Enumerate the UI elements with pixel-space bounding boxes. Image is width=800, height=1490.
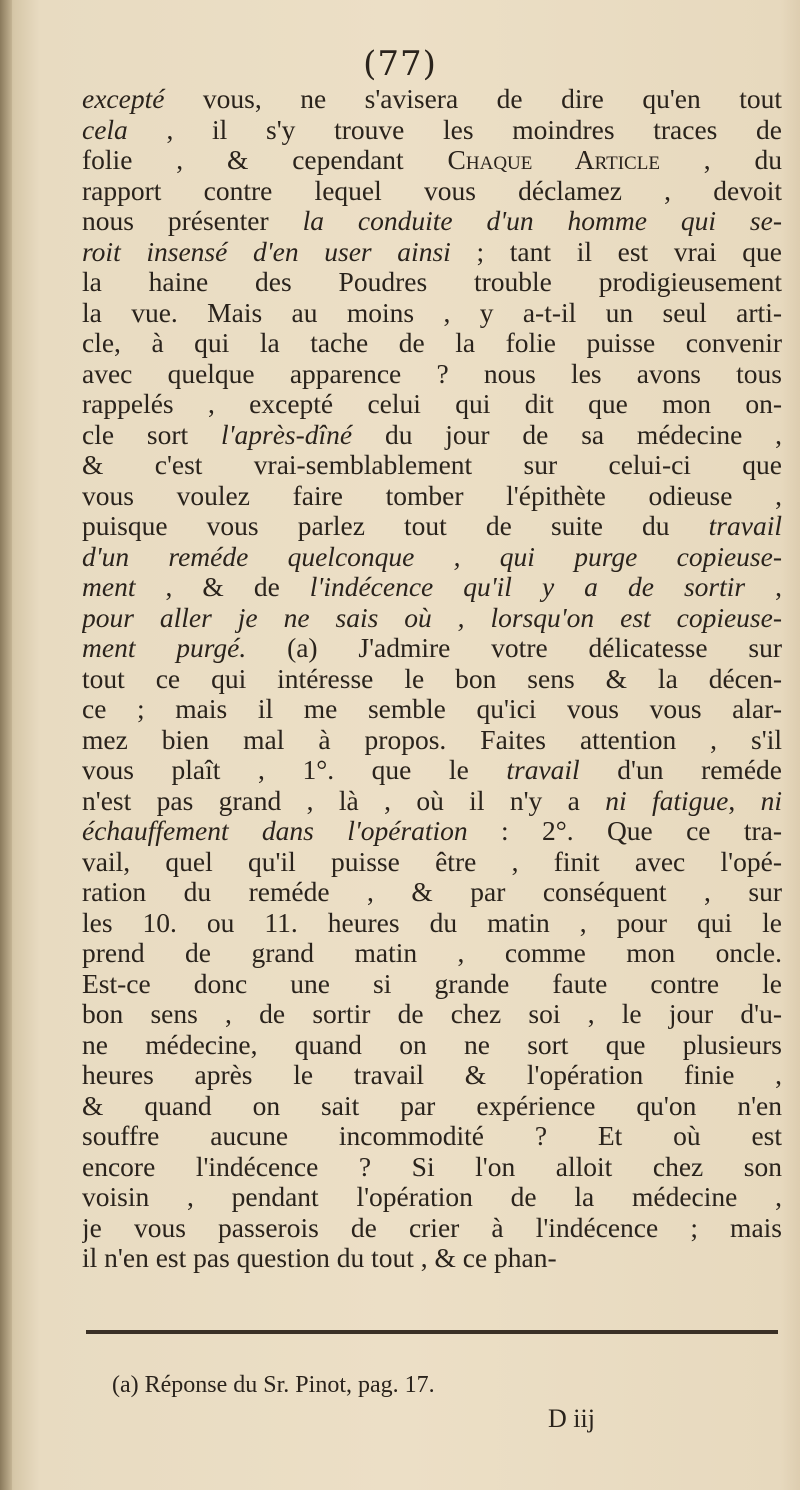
text-run: encore l'indécence ? Si l'on alloit chez son — [82, 1151, 782, 1182]
italic-text: la conduite d'un homme qui se- — [302, 206, 782, 236]
text-run: (a) J'admire votre délicatesse sur — [246, 633, 782, 663]
text-line — [82, 786, 782, 817]
text-run: vous voulez faire tomber l'épithète odieuse , — [82, 480, 782, 511]
text-run: vous, ne s'avisera de dire qu'en tout — [164, 84, 782, 114]
text-run: ration du reméde , & par conséquent , sur — [82, 877, 782, 907]
text-line — [82, 1182, 782, 1213]
text-run: Est-ce donc une si grande faute contre le — [82, 968, 782, 999]
text-run: , du — [659, 145, 782, 175]
text-line — [82, 267, 782, 298]
text-run: je vous passerois de crier à l'indécence ; mais — [82, 1212, 782, 1243]
text-line — [82, 847, 782, 878]
body-text — [82, 84, 782, 1274]
text-run: vous plaît , 1°. que le — [82, 755, 507, 785]
text-run: & c'est vrai-semblablement sur celui-ci que — [82, 450, 782, 480]
text-run: prend de grand matin , comme mon oncle. — [82, 938, 782, 968]
text-line — [82, 420, 782, 451]
text-run: folie , & cependant — [82, 145, 448, 175]
text-line — [82, 511, 782, 542]
text-run: tout ce qui intéresse le bon sens & la décen- — [82, 663, 782, 694]
text-run: : 2°. Que ce tra- — [467, 816, 782, 846]
italic-text: ni fatigue — [605, 785, 729, 816]
italic-text: d'un reméde quelconque , qui purge copieuse- — [82, 541, 782, 572]
text-run: souffre aucune incommodité ? Et où est — [82, 1121, 782, 1151]
text-line — [82, 145, 782, 176]
italic-text: ni — [760, 785, 782, 816]
text-line — [82, 359, 782, 390]
page-number: (77) — [363, 44, 437, 84]
text-line — [82, 176, 782, 207]
text-run: la vue. Mais au moins , y a-t-il un seul arti- — [82, 297, 782, 328]
text-line — [82, 877, 782, 908]
text-line — [82, 115, 782, 146]
text-line — [82, 755, 782, 786]
text-line — [82, 84, 782, 115]
text-line — [82, 481, 782, 512]
text-line — [82, 603, 782, 634]
text-run: vail, quel qu'il puisse être , finit avec l'opé- — [82, 846, 782, 877]
text-line — [82, 206, 782, 237]
text-line — [82, 633, 782, 664]
text-run: & quand on sait par expérience qu'on n'en — [82, 1090, 782, 1121]
text-line — [82, 389, 782, 420]
italic-text: roit insensé d'en user ainsi — [82, 236, 451, 267]
italic-text: pour aller je ne sais où , lorsqu'on est copieuse- — [82, 602, 782, 633]
signature-mark: D iij — [548, 1404, 595, 1433]
italic-text: l'indécence qu'il y a de sortir — [309, 572, 746, 602]
text-line — [82, 298, 782, 329]
text-line — [82, 450, 782, 481]
italic-text: échauffement dans l'opération — [82, 816, 468, 846]
text-line — [82, 908, 782, 939]
text-line — [82, 999, 782, 1030]
text-run: , — [745, 572, 782, 602]
text-run: cle sort — [82, 419, 221, 450]
italic-text: ment — [82, 572, 136, 602]
text-line — [82, 237, 782, 268]
text-line — [82, 328, 782, 359]
text-line — [82, 664, 782, 695]
text-line — [82, 1091, 782, 1122]
text-line — [82, 725, 782, 756]
text-run: d'un reméde — [579, 755, 782, 785]
italic-text: l'après-dîné — [220, 419, 353, 450]
text-line — [82, 938, 782, 969]
text-line — [82, 1243, 782, 1274]
text-run: bon sens , de sortir de chez soi , le jour d'u- — [82, 999, 782, 1029]
text-run: il n'en est pas question du tout , & ce phan- — [82, 1243, 557, 1273]
text-run: , il s'y trouve les moindres traces de — [127, 114, 782, 145]
text-run: n'est pas grand , là , où il n'y a — [82, 785, 606, 816]
italic-text: ment purgé. — [82, 633, 247, 663]
text-run: rappelés , excepté celui qui dit que mon on- — [82, 389, 782, 419]
text-line — [82, 816, 782, 847]
text-run: ; tant il est vrai que — [450, 236, 782, 267]
text-run: nous présenter — [82, 206, 303, 236]
text-run: rapport contre lequel vous déclamez , devoit — [82, 175, 782, 206]
text-run: la haine des Poudres trouble prodigieusement — [82, 267, 782, 297]
page-spine-shadow — [0, 0, 12, 1490]
text-run: , — [728, 785, 761, 816]
text-line — [82, 694, 782, 725]
text-line — [82, 572, 782, 603]
text-run: heures après le travail & l'opération finie , — [82, 1060, 782, 1090]
text-run: puisque vous parlez tout de suite du — [82, 511, 709, 541]
italic-text: cela — [82, 114, 128, 145]
text-line — [82, 1152, 782, 1183]
text-line — [82, 969, 782, 1000]
footnote-rule — [86, 1330, 778, 1334]
text-line — [82, 1213, 782, 1244]
text-line — [82, 1121, 782, 1152]
italic-text: travail — [506, 755, 580, 785]
italic-text: travail — [708, 511, 782, 541]
italic-text: excepté — [82, 84, 165, 114]
text-line — [82, 1030, 782, 1061]
text-run: ce ; mais il me semble qu'ici vous vous alar- — [82, 694, 782, 724]
text-run: les 10. ou 11. heures du matin , pour qui le — [82, 907, 782, 938]
text-run: du jour de sa médecine , — [352, 419, 782, 450]
text-run: avec quelque apparence ? nous les avons tous — [82, 358, 782, 389]
text-run: , & de — [135, 572, 310, 602]
small-caps-text: Chaque Article — [447, 145, 660, 175]
footnote: (a) Réponse du Sr. Pinot, pag. 17. — [112, 1372, 435, 1398]
text-line — [82, 1060, 782, 1091]
text-run: mez bien mal à propos. Faites attention , s'il — [82, 724, 782, 755]
text-line — [82, 542, 782, 573]
text-run: cle, à qui la tache de la folie puisse convenir — [82, 328, 782, 358]
text-run: voisin , pendant l'opération de la médecine , — [82, 1182, 782, 1212]
text-run: ne médecine, quand on ne sort que plusieurs — [82, 1029, 782, 1060]
